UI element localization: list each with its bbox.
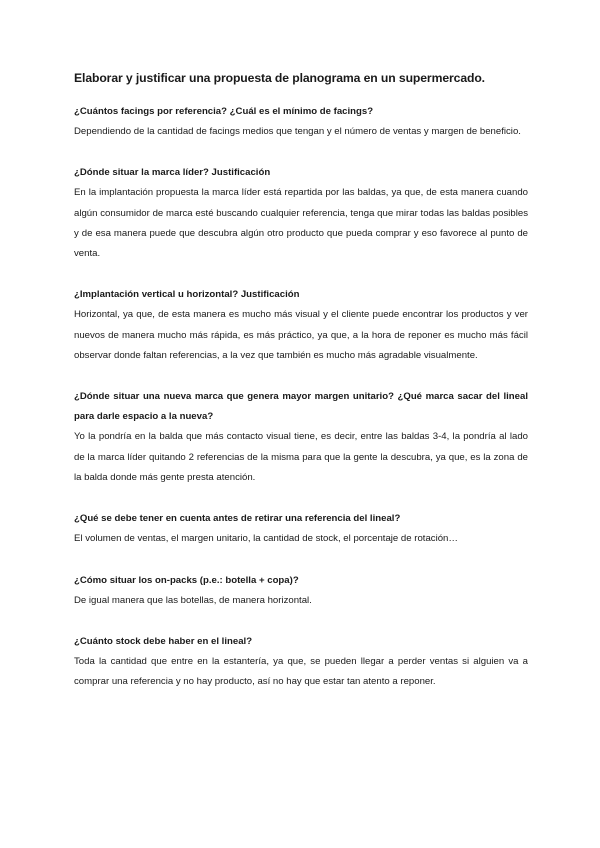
qa-section-marca-lider <box>74 163 528 264</box>
qa-section-retirar-referencia <box>74 509 528 549</box>
section-answer: En la implantación propuesta la marca líder está repartida por las baldas, ya que, de esta manera cuando algún consumidor de marca esté buscando cualquier referencia, tenga que mirar todas las baldas posibles y de esa manera puede que descubra algún otro producto que pueda comprar y eso favorece al punto de venta. <box>74 187 528 260</box>
section-question: ¿Implantación vertical u horizontal? Justificación <box>74 289 300 301</box>
section-question: ¿Qué se debe tener en cuenta antes de retirar una referencia del lineal? <box>74 513 401 525</box>
section-answer: Horizontal, ya que, de esta manera es mucho más visual y el cliente puede encontrar los productos y ver nuevos de manera mucho más rápida, es más práctico, ya que, a la hora de reponer es mucho más fácil observar donde faltan referencias, a la vez que también es mucho más agradable visualmente. <box>74 309 528 362</box>
section-question: ¿Cuánto stock debe haber en el lineal? <box>74 635 253 647</box>
qa-section-implantacion <box>74 285 528 366</box>
section-question: ¿Cómo situar los on-packs (p.e.: botella + copa)? <box>74 574 299 586</box>
section-question: ¿Dónde situar una nueva marca que genera mayor margen unitario? ¿Qué marca sacar del lineal para darle espacio a la nueva? <box>74 391 528 423</box>
section-question: ¿Cuántos facings por referencia? ¿Cuál es el mínimo de facings? <box>74 106 374 117</box>
qa-section-nueva-marca <box>74 387 528 488</box>
section-answer: De igual manera que las botellas, de manera horizontal. <box>74 594 312 606</box>
qa-section-stock <box>74 632 528 693</box>
section-answer: Toda la cantidad que entre en la estantería, ya que, se pueden llegar a perder ventas si alguien va a comprar una referencia y no hay producto, así no hay que estar tan atento a reponer. <box>74 655 528 688</box>
qa-section-on-packs <box>74 571 528 611</box>
qa-section-facings <box>74 102 528 142</box>
section-answer: Dependiendo de la cantidad de facings medios que tengan y el número de ventas y margen de beneficio. <box>74 126 521 137</box>
section-answer: El volumen de ventas, el margen unitario, la cantidad de stock, el porcentaje de rotación… <box>74 533 458 545</box>
document-title: Elaborar y justificar una propuesta de planograma en un supermercado. <box>74 71 485 85</box>
section-question: ¿Dónde situar la marca líder? Justificación <box>74 167 271 179</box>
section-answer: Yo la pondría en la balda que más contacto visual tiene, es decir, entre las baldas 3-4, la pondría al lado de la marca líder quitando 2 referencias de la misma para que la gente la descubra, ya que, es la zona de la balda donde más gente presta atención. <box>74 431 528 483</box>
